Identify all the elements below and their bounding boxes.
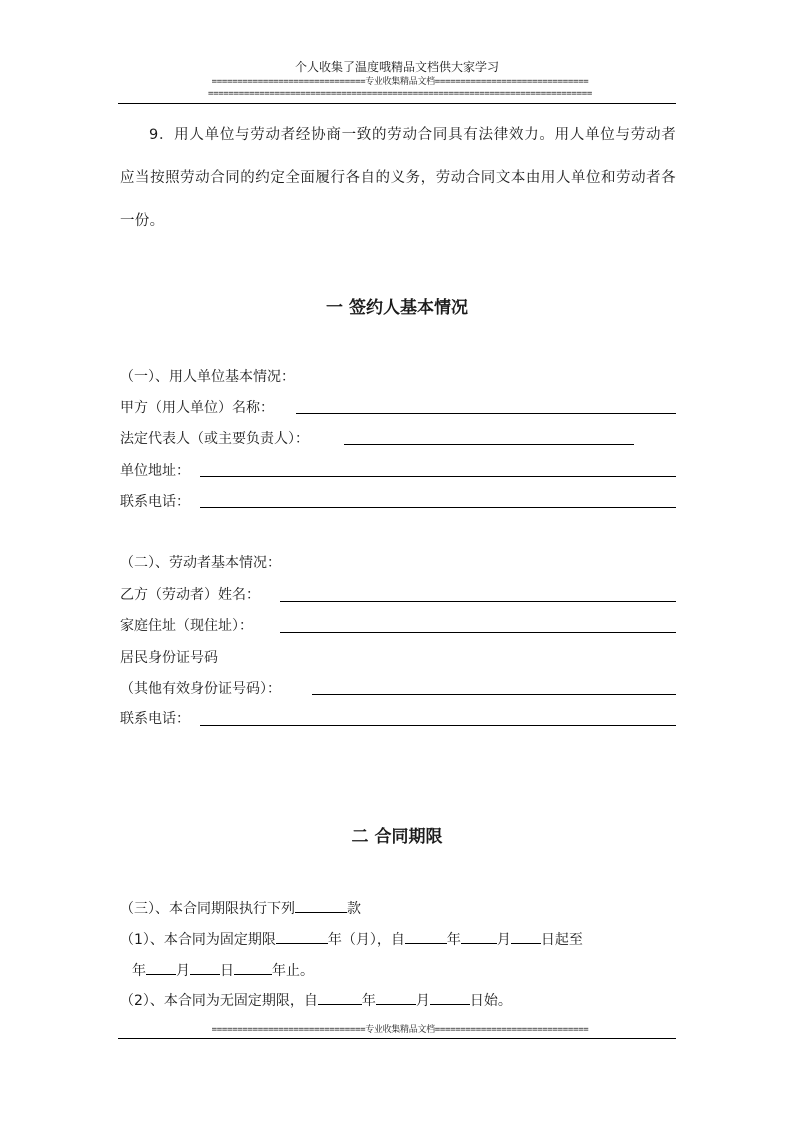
open-term-line xyxy=(120,990,512,1010)
employer-name-field[interactable] xyxy=(296,413,676,414)
term-intro xyxy=(120,898,361,918)
home-address-field[interactable] xyxy=(280,632,676,633)
address-field[interactable] xyxy=(200,476,676,477)
other-id-label: （其他有效身份证号码）： xyxy=(120,681,281,697)
end-year-prefix: 年 xyxy=(132,963,146,979)
open-day-label: 日始。 xyxy=(469,993,512,1009)
start-year-blank[interactable] xyxy=(405,929,447,944)
term-clause-blank[interactable] xyxy=(295,898,347,913)
worker-heading: （二）、劳动者基本情况： xyxy=(120,555,281,571)
header-rule-2: =========================================================================== xyxy=(208,89,592,99)
end-year-suffix: 年止。 xyxy=(272,963,314,979)
term-intro-text: （三）、本合同期限执行下列 xyxy=(120,901,295,917)
address-label: 单位地址： xyxy=(120,463,190,479)
legal-rep-field[interactable] xyxy=(344,444,634,445)
open-year-label: 年 xyxy=(361,993,376,1009)
term-intro-suffix: 款 xyxy=(347,901,361,917)
employer-heading: （一）、用人单位基本情况： xyxy=(120,369,295,385)
fixed-term-text: （1）、本合同为固定期限 xyxy=(120,932,276,948)
start-month-blank[interactable] xyxy=(461,929,497,944)
open-day-blank[interactable] xyxy=(430,990,470,1005)
end-month-label: 月 xyxy=(176,963,190,979)
fixed-term-unit: 年（月），自 xyxy=(327,932,405,948)
phone-field[interactable] xyxy=(200,507,676,508)
start-day-label: 日起至 xyxy=(540,932,583,948)
open-month-label: 月 xyxy=(415,993,430,1009)
open-term-text: （2）、本合同为无固定期限，自 xyxy=(120,993,318,1009)
end-extra-blank[interactable] xyxy=(234,960,272,975)
footer-rule: ==============================专业收集精品文档============================== xyxy=(211,1025,589,1035)
footer-divider xyxy=(118,1038,676,1039)
id-label: 居民身份证号码 xyxy=(120,650,218,666)
section-2-title: 二 合同期限 xyxy=(351,827,443,847)
end-month-blank[interactable] xyxy=(146,960,176,975)
header-title: 个人收集了温度哦精品文档供大家学习 xyxy=(294,60,499,74)
end-day-label: 日 xyxy=(220,963,234,979)
id-number-field[interactable] xyxy=(312,694,676,695)
header-divider xyxy=(118,103,676,104)
legal-rep-label: 法定代表人（或主要负责人）： xyxy=(120,431,309,447)
open-month-blank[interactable] xyxy=(376,990,416,1005)
home-address-label: 家庭住址（现住址）： xyxy=(120,618,253,634)
worker-name-label: 乙方（劳动者）姓名： xyxy=(120,587,260,603)
start-day-blank[interactable] xyxy=(511,929,541,944)
worker-phone-label: 联系电话： xyxy=(120,711,190,727)
paragraph-9: 9．用人单位与劳动者经协商一致的劳动合同具有法律效力。用人单位与劳动者应当按照劳动合同的约定全面履行各自的义务，劳动合同文本由用人单位和劳动者各一份。 xyxy=(120,127,676,229)
end-day-blank[interactable] xyxy=(190,960,220,975)
open-year-blank[interactable] xyxy=(318,990,362,1005)
start-month-label: 月 xyxy=(496,932,511,948)
employer-name-label: 甲方（用人单位）名称： xyxy=(120,400,274,416)
worker-name-field[interactable] xyxy=(280,601,676,602)
fixed-term-line xyxy=(120,929,583,949)
fixed-term-end-line xyxy=(132,960,314,980)
header-rule-1: ==============================专业收集精品文档============================== xyxy=(211,77,589,87)
section-1-title: 一 签约人基本情况 xyxy=(326,298,468,318)
fixed-term-length-blank[interactable] xyxy=(276,929,328,944)
start-year-label: 年 xyxy=(446,932,461,948)
phone-label: 联系电话： xyxy=(120,494,190,510)
worker-phone-field[interactable] xyxy=(200,725,676,726)
